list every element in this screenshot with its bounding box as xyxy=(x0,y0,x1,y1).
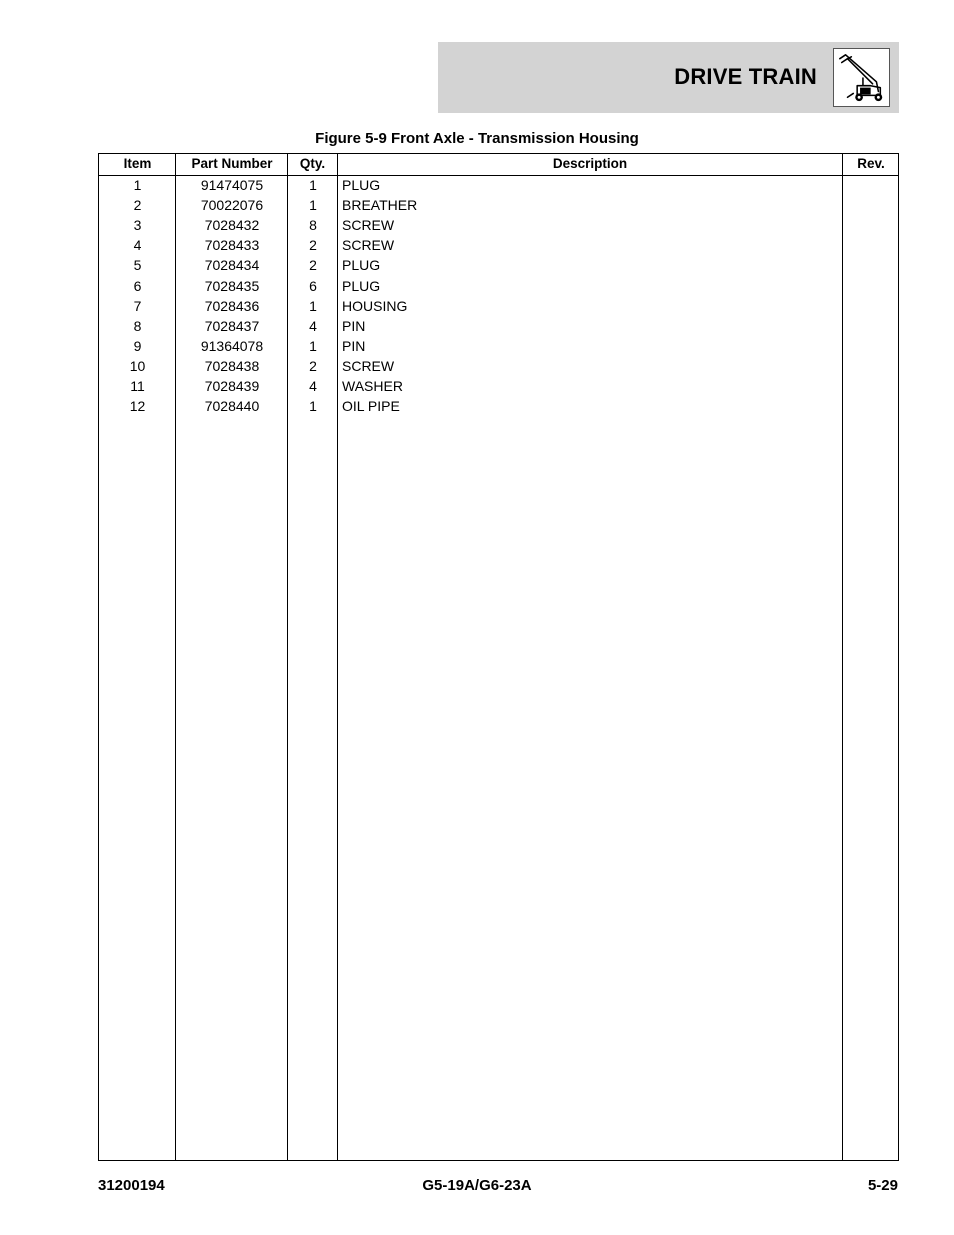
rev-cell xyxy=(843,235,899,255)
lift-truck-icon xyxy=(833,48,890,107)
item-cell: 1 xyxy=(133,177,142,193)
table-row xyxy=(99,356,898,376)
qty-cell: 2 xyxy=(309,357,317,374)
rev-cell xyxy=(843,215,899,235)
section-header xyxy=(438,42,899,113)
table-row xyxy=(99,296,898,316)
item-cell: 12 xyxy=(129,398,146,415)
parts-table xyxy=(98,153,899,1161)
qty-cell: 1 xyxy=(309,197,317,214)
description-cell: PIN xyxy=(342,337,366,354)
description-cell: OIL PIPE xyxy=(342,398,400,415)
description-cell: PLUG xyxy=(342,257,381,274)
item-cell: 8 xyxy=(133,317,142,334)
description-cell: WASHER xyxy=(342,378,403,394)
part-number-cell: 70022076 xyxy=(200,197,264,214)
rev-cell xyxy=(843,316,899,336)
item-cell: 6 xyxy=(133,277,142,294)
column-header-description: Description xyxy=(552,156,628,171)
table-row xyxy=(99,396,898,416)
description-cell: SCREW xyxy=(342,357,395,374)
description-cell: SCREW xyxy=(342,237,395,254)
qty-cell: 1 xyxy=(309,337,317,354)
part-number-cell: 91474075 xyxy=(200,177,264,193)
item-cell: 5 xyxy=(133,257,142,274)
section-title: DRIVE TRAIN xyxy=(674,64,817,89)
rev-cell xyxy=(843,195,899,215)
qty-cell: 6 xyxy=(309,277,317,294)
part-number-cell: 7028432 xyxy=(204,217,260,234)
rev-cell xyxy=(843,336,899,356)
part-number-cell: 7028440 xyxy=(204,398,260,415)
qty-cell: 2 xyxy=(309,237,317,254)
rev-cell xyxy=(843,296,899,316)
table-row xyxy=(99,336,898,356)
table-row xyxy=(99,195,898,215)
figure-title: Figure 5-9 Front Axle - Transmission Housing xyxy=(315,130,639,147)
column-header-qty: Qty. xyxy=(299,156,326,171)
qty-cell: 8 xyxy=(309,217,317,234)
item-cell: 10 xyxy=(129,357,146,374)
table-row xyxy=(99,215,898,235)
description-cell: SCREW xyxy=(342,217,395,234)
qty-cell: 2 xyxy=(309,257,317,274)
table-row xyxy=(99,316,898,336)
rev-cell xyxy=(843,255,899,275)
part-number-cell: 91364078 xyxy=(200,337,264,354)
qty-cell: 1 xyxy=(309,398,317,415)
description-cell: PLUG xyxy=(342,277,381,294)
item-cell: 11 xyxy=(130,378,145,394)
rev-cell xyxy=(843,276,899,296)
part-number-cell: 7028439 xyxy=(204,378,260,394)
item-cell: 3 xyxy=(133,217,142,234)
item-cell: 7 xyxy=(133,297,142,314)
rev-cell xyxy=(843,175,899,195)
item-cell: 2 xyxy=(133,197,142,214)
table-row xyxy=(99,175,898,195)
part-number-cell: 7028434 xyxy=(204,257,260,274)
part-number-cell: 7028438 xyxy=(204,357,260,374)
description-cell: HOUSING xyxy=(342,297,408,314)
rev-cell xyxy=(843,396,899,416)
description-cell: BREATHER xyxy=(342,197,418,214)
qty-cell: 1 xyxy=(309,177,317,193)
qty-cell: 4 xyxy=(309,378,317,394)
column-header-rev: Rev. xyxy=(857,156,885,171)
part-number-cell: 7028435 xyxy=(204,277,260,294)
qty-cell: 1 xyxy=(309,297,317,314)
qty-cell: 4 xyxy=(309,317,317,334)
part-number-cell: 7028436 xyxy=(204,297,260,314)
model-number: G5-19A/G6-23A xyxy=(422,1177,532,1194)
rev-cell xyxy=(843,376,899,396)
description-cell: PIN xyxy=(342,317,366,334)
document-number: 31200194 xyxy=(98,1177,165,1194)
table-row xyxy=(99,235,898,255)
table-row xyxy=(99,276,898,296)
part-number-cell: 7028437 xyxy=(204,317,260,334)
page-number: 5-29 xyxy=(867,1177,898,1194)
column-header-item: Item xyxy=(123,156,152,171)
item-cell: 9 xyxy=(133,337,142,354)
description-cell: PLUG xyxy=(342,177,381,193)
rev-cell xyxy=(843,356,899,376)
table-row xyxy=(99,376,898,396)
part-number-cell: 7028433 xyxy=(204,237,260,254)
item-cell: 4 xyxy=(133,237,142,254)
table-row xyxy=(99,255,898,275)
column-header-part-number: Part Number xyxy=(191,156,273,171)
